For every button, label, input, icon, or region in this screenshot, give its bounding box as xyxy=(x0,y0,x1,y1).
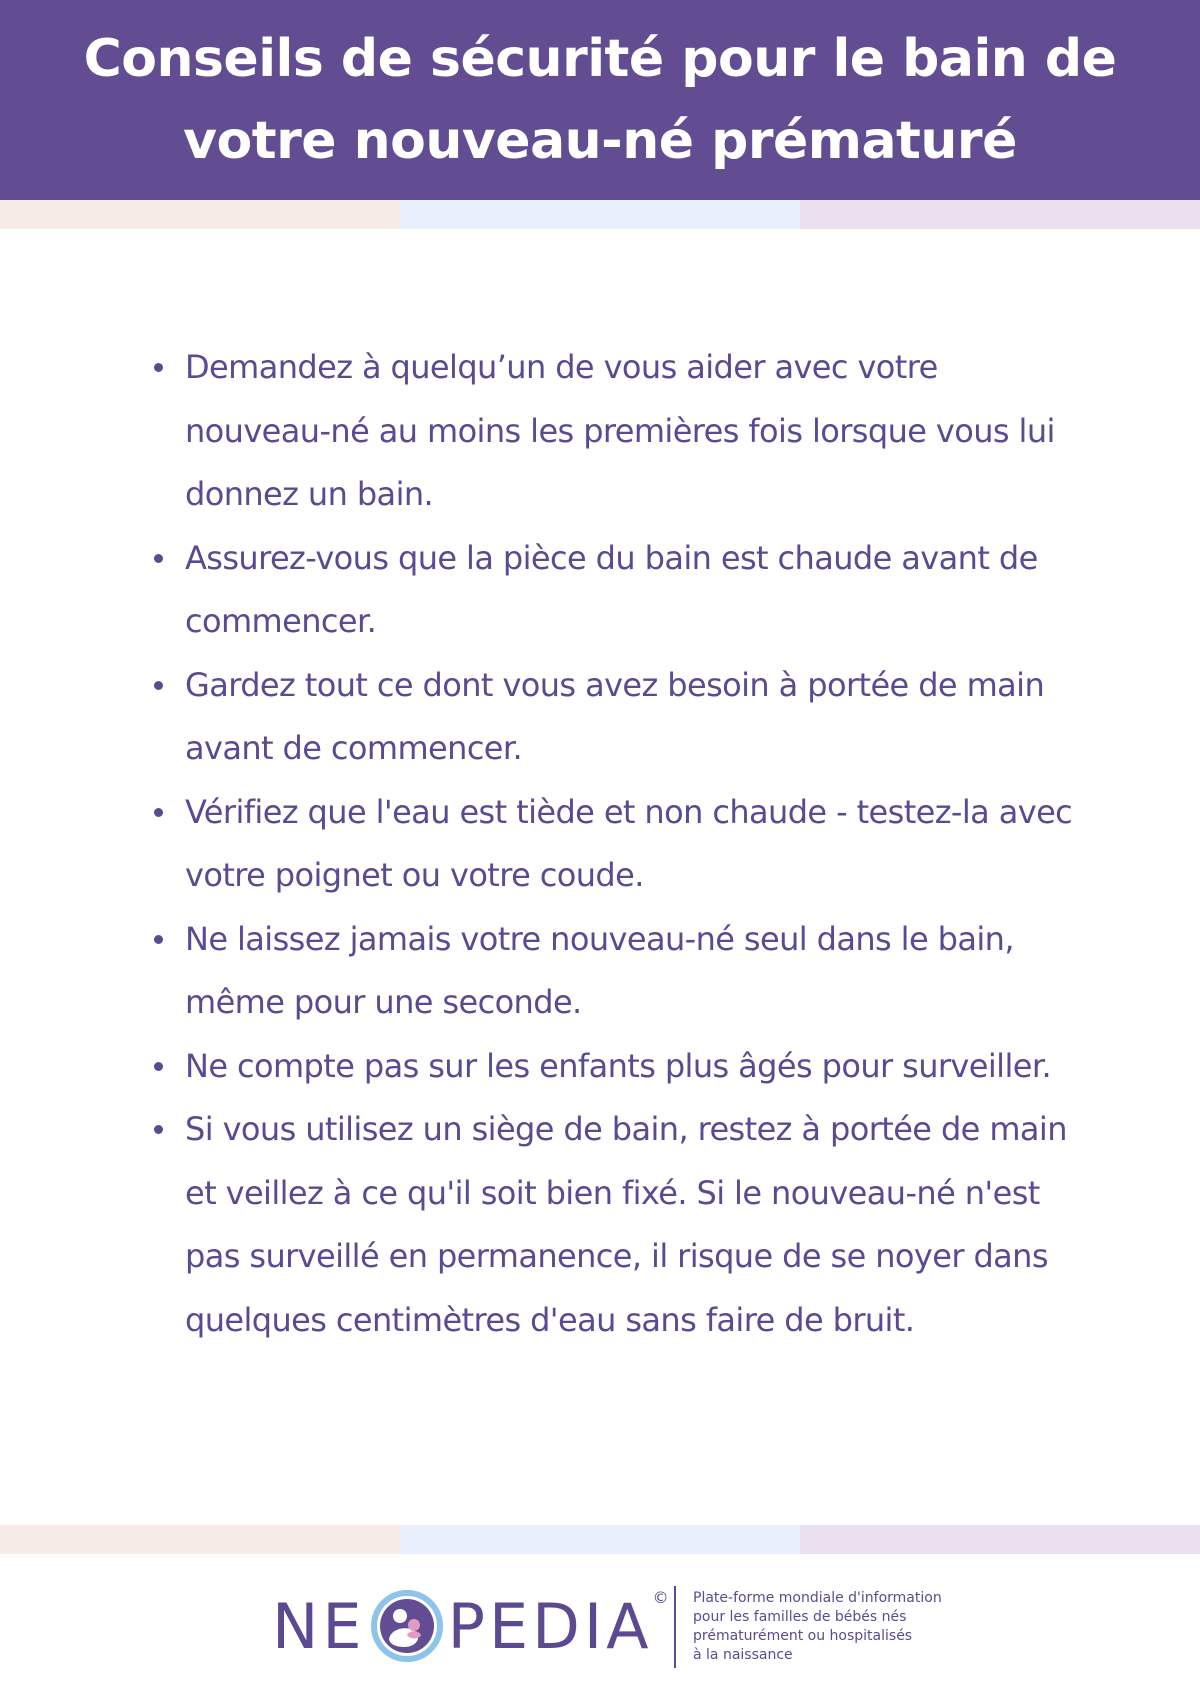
list-item xyxy=(150,908,1090,1035)
list-item xyxy=(150,654,1090,781)
bullet-icon xyxy=(154,554,163,563)
neopedia-logo xyxy=(272,1586,669,1666)
decorative-stripe-bottom xyxy=(0,1525,1200,1554)
bullet-icon xyxy=(154,935,163,944)
list-item xyxy=(150,336,1090,527)
page-title: Conseils de sécurité pour le bain de votre nouveau-né prématuré xyxy=(83,29,1117,171)
list-item xyxy=(150,781,1090,908)
bullet-icon xyxy=(154,681,163,690)
bullet-icon xyxy=(154,808,163,817)
tagline-line: prématurément ou hospitalisés xyxy=(693,1628,913,1644)
page-header xyxy=(0,0,1200,200)
decorative-stripe-top xyxy=(0,200,1200,229)
copyright-symbol: © xyxy=(652,1588,669,1607)
list-item xyxy=(150,1035,1090,1099)
tip-text: Assurez-vous que la pièce du bain est chaude avant de commencer. xyxy=(185,538,1038,640)
tip-text: Ne laissez jamais votre nouveau-né seul dans le bain, même pour une seconde. xyxy=(185,919,1014,1021)
tip-text: Gardez tout ce dont vous avez besoin à portée de main avant de commencer. xyxy=(185,665,1045,767)
tip-text: Ne compte pas sur les enfants plus âgés pour surveiller. xyxy=(185,1046,1052,1085)
stripe-segment-peach xyxy=(0,1525,400,1554)
bullet-icon xyxy=(154,1125,163,1134)
tip-text: Vérifiez que l'eau est tiède et non chaude - testez-la avec votre poignet ou votre coude. xyxy=(185,792,1073,894)
mother-baby-emblem-icon xyxy=(370,1589,444,1663)
stripe-segment-blue xyxy=(400,200,800,229)
tagline-line: pour les familles de bébés nés xyxy=(693,1609,907,1625)
bullet-icon xyxy=(154,1062,163,1071)
logo-text-right: PEDIA xyxy=(447,1589,653,1663)
stripe-segment-peach xyxy=(0,200,400,229)
page-footer xyxy=(0,1554,1200,1697)
stripe-segment-lilac xyxy=(800,1525,1200,1554)
list-item xyxy=(150,1098,1090,1352)
tip-text: Si vous utilisez un siège de bain, restez à portée de main et veillez à ce qu'il soit bien fixé. Si le nouveau-né n'est pas surveillé en permanence, il risque de se noyer dans quelques centimètres d'eau sans faire de bruit. xyxy=(185,1110,1067,1339)
stripe-segment-blue xyxy=(400,1525,800,1554)
footer-tagline xyxy=(693,1589,983,1665)
tagline-line: à la naissance xyxy=(693,1647,793,1663)
list-item xyxy=(150,527,1090,654)
safety-tips-list xyxy=(150,336,1090,1352)
logo-text-left: NE xyxy=(272,1589,366,1663)
stripe-segment-lilac xyxy=(800,200,1200,229)
tagline-line: Plate-forme mondiale d'information xyxy=(693,1590,942,1606)
bullet-icon xyxy=(154,363,163,372)
tip-text: Demandez à quelqu’un de vous aider avec votre nouveau-né au moins les premières fois lorsque vous lui donnez un bain. xyxy=(185,348,1055,513)
footer-divider xyxy=(674,1586,676,1668)
